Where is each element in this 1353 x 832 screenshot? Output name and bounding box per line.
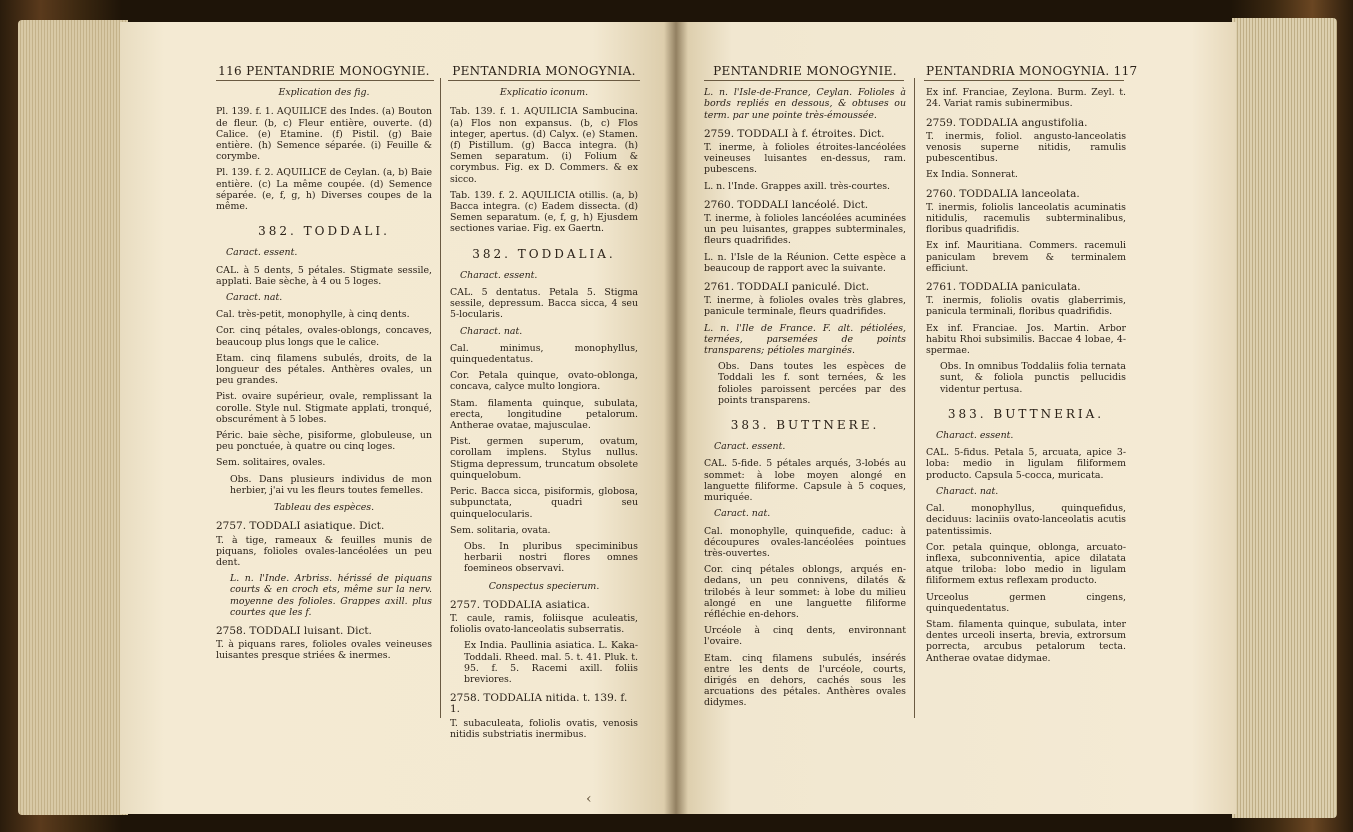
paragraph: T. caule, ramis, foliisque aculeatis, foliolis ovato-lanceolatis subserratis.: [450, 612, 638, 636]
species-heading: 2757. TODDALI asiatique. Dict.: [216, 520, 385, 533]
paragraph: T. inerme, à folioles étroites-lancéolées veineuses luisantes en-dessus, ram. pubescens.: [704, 142, 906, 176]
section-label: Caract. essent.: [226, 247, 298, 259]
species-heading: 2759. TODDALI à f. étroites. Dict.: [704, 127, 885, 140]
paragraph: Pist. germen superum, ovatum, corollam implens. Stylus nullus. Stigma depressum, truncatum obsolete quinquelobum.: [450, 436, 638, 481]
paragraph: Ex inf. Franciae. Jos. Martin. Arbor habitu Rhoi subsimilis. Baccae 4 lobae, 4-spermae.: [926, 322, 1126, 357]
left-latin-column: [450, 66, 638, 745]
paragraph: Cal. monophyllus, quinquefidus, deciduus: laciniis ovato-lanceolatis acutis patentissimis.: [926, 503, 1126, 537]
page-edges-left: [18, 20, 128, 815]
right-latin-column: [926, 64, 1138, 669]
paragraph: L. n. l'Inde. Arbriss. hérissé de piquans courts & en croch ets, même sur la nerv. moyenne des folioles. Grappes axill. plus courtes que les f.: [230, 573, 432, 618]
species-heading: 2761. TODDALI paniculé. Dict.: [704, 281, 870, 294]
section-label: Caract. nat.: [714, 508, 771, 520]
section-label: Charact. nat.: [936, 485, 999, 497]
paragraph: Ex inf. Mauritiana. Commers. racemuli paniculam brevem & terminalem efficiunt.: [926, 240, 1126, 274]
page-edges-right: [1232, 18, 1337, 818]
paragraph: Urcéole à cinq dents, environnant l'ovaire.: [704, 625, 906, 648]
species-heading: 2760. TODDALIA lanceolata.: [926, 187, 1080, 200]
species-heading: 2759. TODDALIA angustifolia.: [926, 116, 1088, 129]
paragraph: Cal. minimus, monophyllus, quinquedentatus.: [450, 342, 638, 366]
paragraph: Cal. monophylle, quinquefide, caduc: à découpures ovales-lancéolées pointues très-ouvertes.: [704, 525, 906, 559]
right-french-column: [704, 66, 906, 714]
species-heading: 2757. TODDALIA asiatica.: [450, 598, 590, 611]
figure-caption: Pl. 139. f. 1. AQUILICE des Indes. (a) Bouton de fleur. (b, c) Fleur entière, ouverte. (d) Calice. (e) Etamine. (f) Pistil. (g) Baie entière. (h) Semence séparée. (i) Feuille & corymbe.: [216, 106, 432, 163]
paragraph: Peric. Bacca sicca, pisiformis, globosa, subpunctata, quadri seu quinquelocularis.: [450, 486, 638, 520]
paragraph: Sem. solitaria, ovata.: [450, 524, 551, 536]
genus-heading: 383. BUTTNERIA.: [947, 406, 1105, 421]
running-head: 116 PENTANDRIE MONOGYNIE.: [218, 64, 430, 78]
genus-heading: 382. TODDALIA.: [472, 246, 616, 261]
paragraph: Cor. cinq pétales oblongs, arqués en-dedans, un peu connivens, dilatés & trilobés à leur sommet: à lobe du milieu alongé en une languette filiforme réfléchie en-dehors.: [704, 564, 906, 620]
paragraph: T. inerme, à folioles lancéolées acuminées un peu luisantes, grappes subterminales, fleurs quadrifides.: [704, 213, 906, 247]
paragraph: Ex inf. Franciae, Zeylona. Burm. Zeyl. t. 24. Variat ramis subinermibus.: [926, 87, 1126, 110]
species-heading: 2760. TODDALI lancéolé. Dict.: [704, 198, 869, 211]
paragraph: Pist. ovaire supérieur, ovale, remplissant la corolle. Style nul. Stigmate applati, tronqué, obscurément à 5 lobes.: [216, 391, 432, 425]
paragraph: Stam. filamenta quinque, subulata, inter dentes urceoli inserta, brevia, extrorsum porrecta, arcubus petalorum tecta. Antherae ovatae didymae.: [926, 618, 1126, 664]
paragraph: T. subaculeata, foliolis ovatis, venosis nitidis substriatis inermibus.: [450, 717, 638, 740]
column-rule: [914, 78, 915, 718]
paragraph: Cor. Petala quinque, ovato-oblonga, concava, calyce multo longiora.: [450, 370, 638, 393]
paragraph: CAL. à 5 dents, 5 pétales. Stigmate sessile, applati. Baie sèche, à 4 ou 5 loges.: [216, 264, 432, 287]
paragraph: L. n. l'Isle de la Réunion. Cette espèce a beaucoup de rapport avec la suivante.: [704, 251, 906, 274]
paragraph: Urceolus germen cingens, quinquedentatus.: [926, 591, 1126, 614]
subheading: Conspectus specierum.: [488, 580, 600, 592]
paragraph: L. n. l'Ile de France. F. alt. pétiolées, ternées, parsemées de points transparens; pétioles marginés.: [704, 322, 906, 357]
paragraph: Sem. solitaires, ovales.: [216, 457, 326, 469]
paragraph: CAL. 5-fidus. Petala 5, arcuata, apice 3-loba: medio in ligulam filiformem producto. Capsula 5-cocca, muricata.: [926, 447, 1126, 481]
section-label: Caract. nat.: [226, 292, 283, 304]
page-mark: ‹: [586, 791, 592, 807]
genus-heading: 382. TODDALI.: [258, 224, 390, 239]
figure-caption: Tab. 139. f. 2. AQUILICIA otillis. (a, b) Bacca integra. (c) Eadem dissecta. (d) Semen separatum. (e, f, g, h) Ejusdem sectiones variae. Fig. ex Gaertn.: [450, 189, 638, 235]
paragraph: L. n. l'Isle-de-France, Ceylan. Folioles à bords repliés en dessous, & obtuses ou term. par une pointe très-émoussée.: [704, 87, 906, 121]
paragraph: Ex India. Paullinia asiatica. L. Kaka-Toddali. Rheed. mal. 5. t. 41. Pluk. t. 95. f. 5. Racemi axill. foliis breviores.: [464, 640, 638, 685]
page-number: 116: [218, 64, 242, 78]
running-head: PENTANDRIA MONOGYNIA.: [452, 64, 636, 78]
paragraph: T. à piquans rares, folioles ovales veineuses luisantes presque striées & inermes.: [216, 639, 432, 662]
section-label: Charact. nat.: [460, 325, 523, 337]
paragraph: Ex India. Sonnerat.: [926, 169, 1018, 181]
subheading: Explication des fig.: [278, 87, 370, 99]
species-heading: 2761. TODDALIA paniculata.: [926, 281, 1081, 294]
paragraph: Cor. cinq pétales, ovales-oblongs, concaves, beaucoup plus longs que le calice.: [216, 325, 432, 348]
paragraph: L. n. l'Inde. Grappes axill. très-courtes.: [704, 180, 891, 192]
column-rule: [440, 78, 441, 718]
paragraph: Etam. cinq filamens subulés, droits, de la longueur des pétales. Anthères ovales, un peu grandes.: [216, 352, 432, 387]
paragraph: Etam. cinq filamens subulés, insérés entre les dents de l'urcéole, courts, dirigés en dehors, cachés sous les arcuations des pétales. Anthères ovales didymes.: [704, 652, 906, 709]
paragraph: Obs. Dans plusieurs individus de mon herbier, j'ai vu les fleurs toutes femelles.: [230, 473, 432, 496]
paragraph: Obs. In omnibus Toddaliis folia ternata sunt, & foliola punctis pellucidis videntur pertusa.: [940, 361, 1126, 395]
left-french-column: [216, 66, 432, 667]
paragraph: Obs. In pluribus speciminibus herbarii nostri flores omnes foemineos observavi.: [464, 540, 638, 575]
page-number: 117: [1113, 64, 1138, 78]
genus-heading: 383. BUTTNERE.: [730, 418, 880, 433]
paragraph: CAL. 5-fide. 5 pétales arqués, 3-lobés au sommet: à lobe moyen alongé en languette filiforme. Capsule à 5 coques, muriquée.: [704, 458, 906, 504]
paragraph: Cal. très-petit, monophylle, à cinq dents.: [216, 309, 410, 321]
species-heading: 2758. TODDALIA nitida. t. 139. f. 1.: [450, 692, 628, 716]
paragraph: Obs. Dans toutes les espèces de Toddali les f. sont ternées, & les folioles paroissent percées par des points transparens.: [718, 361, 906, 406]
paragraph: T. inermis, foliolis lanceolatis acuminatis nitidulis, racemulis subterminalibus, floribus quadrifidis.: [926, 201, 1126, 236]
paragraph: T. inermis, foliolis ovatis glaberrimis, panicula terminali, floribus quadrifidis.: [926, 295, 1126, 318]
paragraph: T. à tige, rameaux & feuilles munis de piquans, folioles ovales-lancéolées un peu dent.: [216, 534, 432, 568]
book-gutter: [664, 22, 688, 814]
paragraph: T. inermis, foliol. angusto-lanceolatis venosis superne nitidis, ramulis pubescentibus.: [926, 130, 1126, 165]
figure-caption: Tab. 139. f. 1. AQUILICIA Sambucina. (a) Flos non expansus. (b, c) Flos integer, apertus. (d) Calyx. (e) Stamen. (f) Pistillum. (g) Bacca integra. (h) Semen separatum. (i) Folium & corymbus. Fig. ex D. Commers. & ex sicco.: [450, 106, 638, 185]
subheading: Explicatio iconum.: [499, 87, 589, 99]
paragraph: Péric. baie sèche, pisiforme, globuleuse, un peu ponctuée, à quatre ou cinq loges.: [216, 430, 432, 453]
paragraph: Cor. petala quinque, oblonga, arcuato-inflexa, subconniventia, apice dilatata atque triloba: lobo medio in ligulam filiformem extus reflexam producto.: [926, 541, 1126, 587]
section-label: Caract. essent.: [714, 441, 786, 453]
section-label: Charact. essent.: [460, 269, 538, 281]
running-head: PENTANDRIA MONOGYNIA. 117: [926, 64, 1138, 78]
subheading: Tableau des espèces.: [273, 502, 375, 514]
right-page: [676, 22, 1236, 814]
figure-caption: Pl. 139. f. 2. AQUILICE de Ceylan. (a, b) Baie entière. (c) La même coupée. (d) Semence séparée. (e, f, g, h) Diverses coupes de la même.: [216, 167, 432, 213]
running-head: PENTANDRIE MONOGYNIE.: [713, 64, 897, 78]
left-page: [120, 22, 676, 814]
paragraph: Stam. filamenta quinque, subulata, erecta, longitudine petalorum. Antherae ovatae, majusculae.: [450, 397, 638, 432]
species-heading: 2758. TODDALI luisant. Dict.: [216, 624, 372, 637]
paragraph: T. inerme, à folioles ovales très glabres, panicule terminale, fleurs quadrifides.: [704, 295, 906, 318]
section-label: Charact. essent.: [936, 430, 1014, 442]
paragraph: CAL. 5 dentatus. Petala 5. Stigma sessile, depressum. Bacca sicca, 4 seu 5-locularis.: [450, 287, 638, 321]
